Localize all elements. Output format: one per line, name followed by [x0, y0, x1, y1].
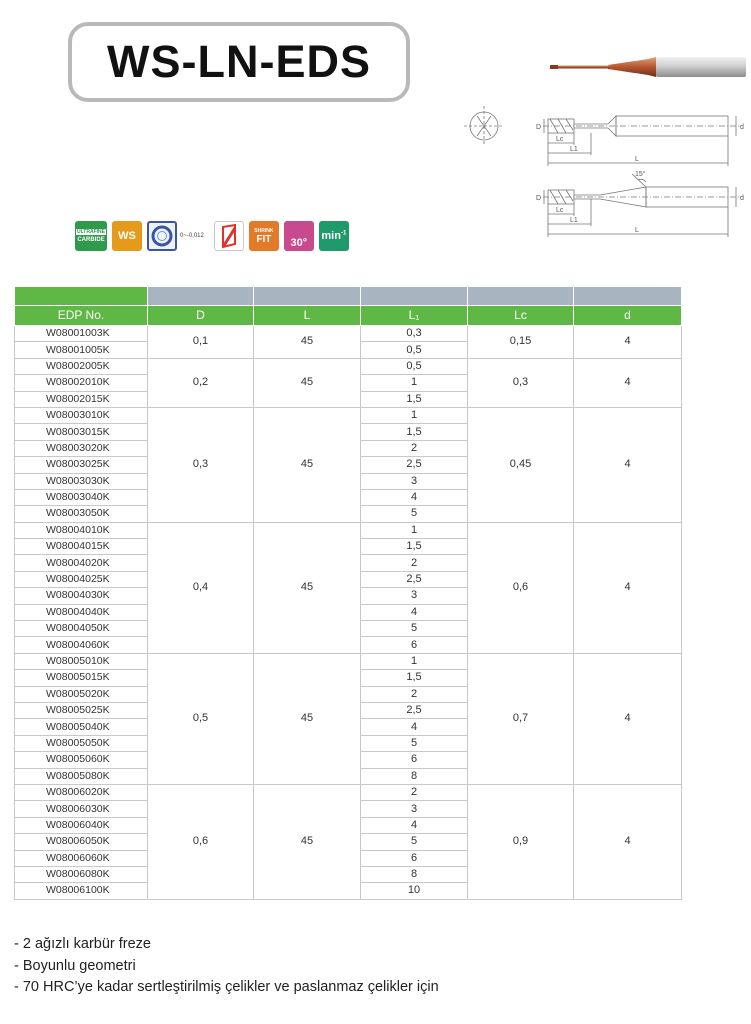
edp-cell: W08004010K — [15, 522, 148, 538]
L1-cell: 1,5 — [361, 670, 468, 686]
label-L-upper: L — [635, 156, 639, 163]
L1-cell: 6 — [361, 752, 468, 768]
column-header: Lc — [468, 306, 574, 326]
d-cell: 4 — [574, 653, 682, 784]
edp-cell: W08006020K — [15, 784, 148, 800]
label-angle: 15° — [635, 171, 646, 178]
L1-cell: 2 — [361, 440, 468, 456]
L1-cell: 5 — [361, 735, 468, 751]
L1-cell: 1,5 — [361, 539, 468, 555]
L1-cell: 4 — [361, 817, 468, 833]
D-cell: 0,6 — [148, 784, 254, 899]
d-cell: 4 — [574, 358, 682, 407]
d-cell: 4 — [574, 522, 682, 653]
header-band-cell — [361, 287, 468, 306]
label-Lc-lower: Lc — [556, 207, 564, 214]
column-header: D — [148, 306, 254, 326]
L1-cell: 0,3 — [361, 326, 468, 342]
edp-cell: W08004040K — [15, 604, 148, 620]
L1-cell: 8 — [361, 866, 468, 882]
label-d-upper: d — [740, 124, 744, 131]
L1-cell: 4 — [361, 719, 468, 735]
edp-cell: W08003040K — [15, 489, 148, 505]
edp-cell: W08005050K — [15, 735, 148, 751]
edp-cell: W08004025K — [15, 571, 148, 587]
column-header: L₁ — [361, 306, 468, 326]
edp-cell: W08002005K — [15, 358, 148, 374]
ws-coating-icon: WS — [112, 221, 142, 251]
edp-cell: W08001005K — [15, 342, 148, 358]
d-cell: 4 — [574, 784, 682, 899]
L1-cell: 2,5 — [361, 571, 468, 587]
tool-photo — [548, 56, 748, 78]
edp-cell: W08003010K — [15, 407, 148, 423]
d-cell: 4 — [574, 326, 682, 359]
L1-cell: 2 — [361, 555, 468, 571]
title-box — [68, 22, 410, 102]
edp-cell: W08004015K — [15, 539, 148, 555]
column-header: L — [254, 306, 361, 326]
edp-cell: W08005080K — [15, 768, 148, 784]
Lc-cell: 0,7 — [468, 653, 574, 784]
edp-cell: W08003025K — [15, 457, 148, 473]
L-cell: 45 — [254, 407, 361, 522]
header-band — [15, 287, 682, 306]
edp-cell: W08002015K — [15, 391, 148, 407]
edp-cell: W08005025K — [15, 702, 148, 718]
L1-cell: 2,5 — [361, 702, 468, 718]
label-L-lower: L — [635, 227, 639, 234]
header-band-cell — [254, 287, 361, 306]
page-title: WS-LN-EDS — [107, 36, 371, 87]
edp-cell: W08004020K — [15, 555, 148, 571]
L1-cell: 5 — [361, 621, 468, 637]
notes — [14, 934, 439, 999]
edp-cell: W08004050K — [15, 621, 148, 637]
L1-cell: 3 — [361, 588, 468, 604]
L1-cell: 1 — [361, 375, 468, 391]
rpm-icon: $\min^{-1}$ — [319, 221, 349, 251]
L1-cell: 8 — [361, 768, 468, 784]
D-cell: 0,1 — [148, 326, 254, 359]
L1-cell: 4 — [361, 604, 468, 620]
header-band-cell — [574, 287, 682, 306]
shrink-fit-icon: SHRINK FIT — [249, 221, 279, 251]
edp-cell: W08006100K — [15, 883, 148, 899]
table-row — [15, 358, 682, 374]
L1-cell: 6 — [361, 637, 468, 653]
edp-cell: W08003020K — [15, 440, 148, 456]
edp-cell: W08002010K — [15, 375, 148, 391]
edp-cell: W08005015K — [15, 670, 148, 686]
label-D-upper: D — [536, 124, 542, 131]
L1-cell: 5 — [361, 834, 468, 850]
L1-cell: 1 — [361, 522, 468, 538]
edp-cell: W08004060K — [15, 637, 148, 653]
ultrafine-carbide-icon: ULTRAFINE CARBIDE — [75, 221, 107, 251]
D-cell: 0,3 — [148, 407, 254, 522]
Lc-cell: 0,45 — [468, 407, 574, 522]
spec-table — [14, 287, 682, 900]
angle-30-icon: 30° — [284, 221, 314, 251]
L1-cell: 1 — [361, 407, 468, 423]
table-row — [15, 784, 682, 800]
L-cell: 45 — [254, 358, 361, 407]
table-row — [15, 326, 682, 342]
edp-cell: W08005060K — [15, 752, 148, 768]
L1-cell: 3 — [361, 473, 468, 489]
L1-cell: 1 — [361, 653, 468, 669]
edp-cell: W08003050K — [15, 506, 148, 522]
header-band-cell — [15, 287, 148, 306]
L1-cell: 2 — [361, 686, 468, 702]
column-header: EDP No. — [15, 306, 148, 326]
edp-cell: W08006030K — [15, 801, 148, 817]
L1-cell: 5 — [361, 506, 468, 522]
L1-cell: 0,5 — [361, 342, 468, 358]
edp-cell: W08006080K — [15, 866, 148, 882]
edp-cell: W08001003K — [15, 326, 148, 342]
tolerance-icon — [147, 221, 177, 251]
helix-icon — [214, 221, 244, 251]
note-item: - 2 ağızlı karbür freze — [14, 936, 151, 952]
Lc-cell: 0,9 — [468, 784, 574, 899]
technical-drawing — [460, 100, 750, 240]
L1-cell: 1,5 — [361, 391, 468, 407]
L-cell: 45 — [254, 784, 361, 899]
table-row — [15, 653, 682, 669]
tolerance-label: 0~-0,012 — [180, 233, 204, 239]
L-cell: 45 — [254, 326, 361, 359]
L-cell: 45 — [254, 653, 361, 784]
table-row — [15, 407, 682, 423]
Lc-cell: 0,3 — [468, 358, 574, 407]
L1-cell: 6 — [361, 850, 468, 866]
edp-cell: W08006060K — [15, 850, 148, 866]
D-cell: 0,2 — [148, 358, 254, 407]
L1-cell: 0,5 — [361, 358, 468, 374]
L1-cell: 2,5 — [361, 457, 468, 473]
column-header-row — [15, 306, 682, 326]
edp-cell: W08003030K — [15, 473, 148, 489]
D-cell: 0,4 — [148, 522, 254, 653]
D-cell: 0,5 — [148, 653, 254, 784]
edp-cell: W08005010K — [15, 653, 148, 669]
Lc-cell: 0,6 — [468, 522, 574, 653]
L-cell: 45 — [254, 522, 361, 653]
label-L1-lower: L1 — [570, 217, 578, 224]
L1-cell: 1,5 — [361, 424, 468, 440]
label-D-lower: D — [536, 195, 542, 202]
header-band-cell — [468, 287, 574, 306]
label-L1-upper: L1 — [570, 146, 578, 153]
L1-cell: 3 — [361, 801, 468, 817]
column-header: d — [574, 306, 682, 326]
edp-cell: W08006050K — [15, 834, 148, 850]
Lc-cell: 0,15 — [468, 326, 574, 359]
edp-cell: W08005020K — [15, 686, 148, 702]
label-d-lower: d — [740, 195, 744, 202]
note-item: - 70 HRC’ye kadar sertleştirilmiş çelikler ve paslanmaz çelikler için — [14, 979, 439, 995]
note-item: - Boyunlu geometri — [14, 957, 136, 974]
table-row — [15, 522, 682, 538]
edp-cell: W08004030K — [15, 588, 148, 604]
edp-cell: W08003015K — [15, 424, 148, 440]
d-cell: 4 — [574, 407, 682, 522]
feature-icons — [75, 219, 354, 253]
L1-cell: 2 — [361, 784, 468, 800]
L1-cell: 10 — [361, 883, 468, 899]
label-Lc-upper: Lc — [556, 136, 564, 143]
edp-cell: W08006040K — [15, 817, 148, 833]
header-band-cell — [148, 287, 254, 306]
L1-cell: 4 — [361, 489, 468, 505]
edp-cell: W08005040K — [15, 719, 148, 735]
